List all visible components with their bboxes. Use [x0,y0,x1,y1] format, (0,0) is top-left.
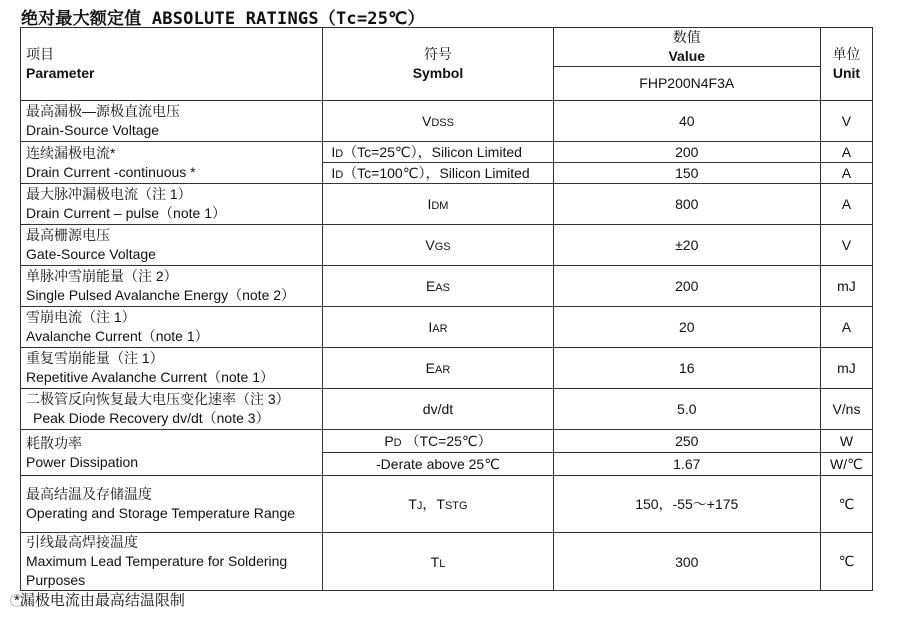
unit-cell: A [820,184,872,225]
param-cell: 连续漏极电流* Drain Current -continuous * [21,142,323,184]
value-cell: 1.67 [553,453,820,476]
header-part-number: FHP200N4F3A [553,67,820,101]
symbol-cell: IDM [323,184,553,225]
unit-cell: V [820,225,872,266]
table-row [21,348,873,389]
symbol-cell: EAS [323,266,553,307]
table-row [21,142,873,163]
value-cell: 5.0 [553,389,820,430]
symbol-cell: TL [323,533,553,591]
symbol-cell: PD （TC=25℃） [323,430,553,453]
unit-cell: V [820,101,872,142]
value-cell: 20 [553,307,820,348]
value-cell: 200 [553,266,820,307]
value-cell: 40 [553,101,820,142]
symbol-cell: IAR [323,307,553,348]
value-cell: 200 [553,142,820,163]
param-cell: 单脉冲雪崩能量（注 2） Single Pulsed Avalanche Energy（note 2） [21,266,323,307]
symbol-cell: -Derate above 25℃ [323,453,553,476]
param-cell: 最高栅源电压 Gate-Source Voltage [21,225,323,266]
table-header-row [21,28,873,67]
unit-cell: A [820,163,872,184]
symbol-cell: ID（Tc=100℃），Silicon Limited [323,163,553,184]
param-cell: 最高漏极—源极直流电压 Drain-Source Voltage [21,101,323,142]
param-cell: 最高结温及存储温度 Operating and Storage Temperature Range [21,476,323,533]
unit-cell: A [820,142,872,163]
unit-cell: A [820,307,872,348]
value-cell: 250 [553,430,820,453]
footnote: *漏极电流由最高结温限制 [14,592,185,609]
table-row [21,266,873,307]
header-unit: 单位 Unit [820,28,872,101]
table-row [21,476,873,533]
param-cell: 雪崩电流（注 1） Avalanche Current（note 1） [21,307,323,348]
unit-cell: V/ns [820,389,872,430]
page-title: 绝对最大额定值 ABSOLUTE RATINGS（Tc=25℃） [21,9,425,29]
symbol-cell: EAR [323,348,553,389]
value-cell: 800 [553,184,820,225]
symbol-cell: TJ，TSTG [323,476,553,533]
param-cell: 最大脉冲漏极电流（注 1） Drain Current – pulse（note 1） [21,184,323,225]
unit-cell: W [820,430,872,453]
unit-cell: mJ [820,266,872,307]
symbol-cell: VDSS [323,101,553,142]
value-cell: ±20 [553,225,820,266]
table-row [21,533,873,591]
table-row [21,307,873,348]
table-row [21,225,873,266]
unit-cell: ℃ [820,533,872,591]
param-cell: 引线最高焊接温度 Maximum Lead Temperature for Soldering Purposes [21,533,323,591]
header-value: 数值 Value [553,28,820,67]
symbol-cell: ID（Tc=25℃），Silicon Limited [323,142,553,163]
table-row [21,389,873,430]
header-parameter: 项目 Parameter [21,28,323,101]
unit-cell: W/℃ [820,453,872,476]
value-cell: 300 [553,533,820,591]
table-row [21,430,873,453]
table-row [21,184,873,225]
unit-cell: ℃ [820,476,872,533]
value-cell: 150，-55～+175 [553,476,820,533]
param-cell: 重复雪崩能量（注 1） Repetitive Avalanche Current（note 1） [21,348,323,389]
value-cell: 150 [553,163,820,184]
symbol-cell: dv/dt [323,389,553,430]
param-cell: 耗散功率 Power Dissipation [21,430,323,476]
symbol-cell: VGS [323,225,553,266]
table-row [21,101,873,142]
value-cell: 16 [553,348,820,389]
unit-cell: mJ [820,348,872,389]
header-symbol: 符号 Symbol [323,28,553,101]
param-cell: 二极管反向恢复最大电压变化速率（注 3） Peak Diode Recovery dv/dt（note 3） [21,389,323,430]
absolute-ratings-table [20,27,873,591]
